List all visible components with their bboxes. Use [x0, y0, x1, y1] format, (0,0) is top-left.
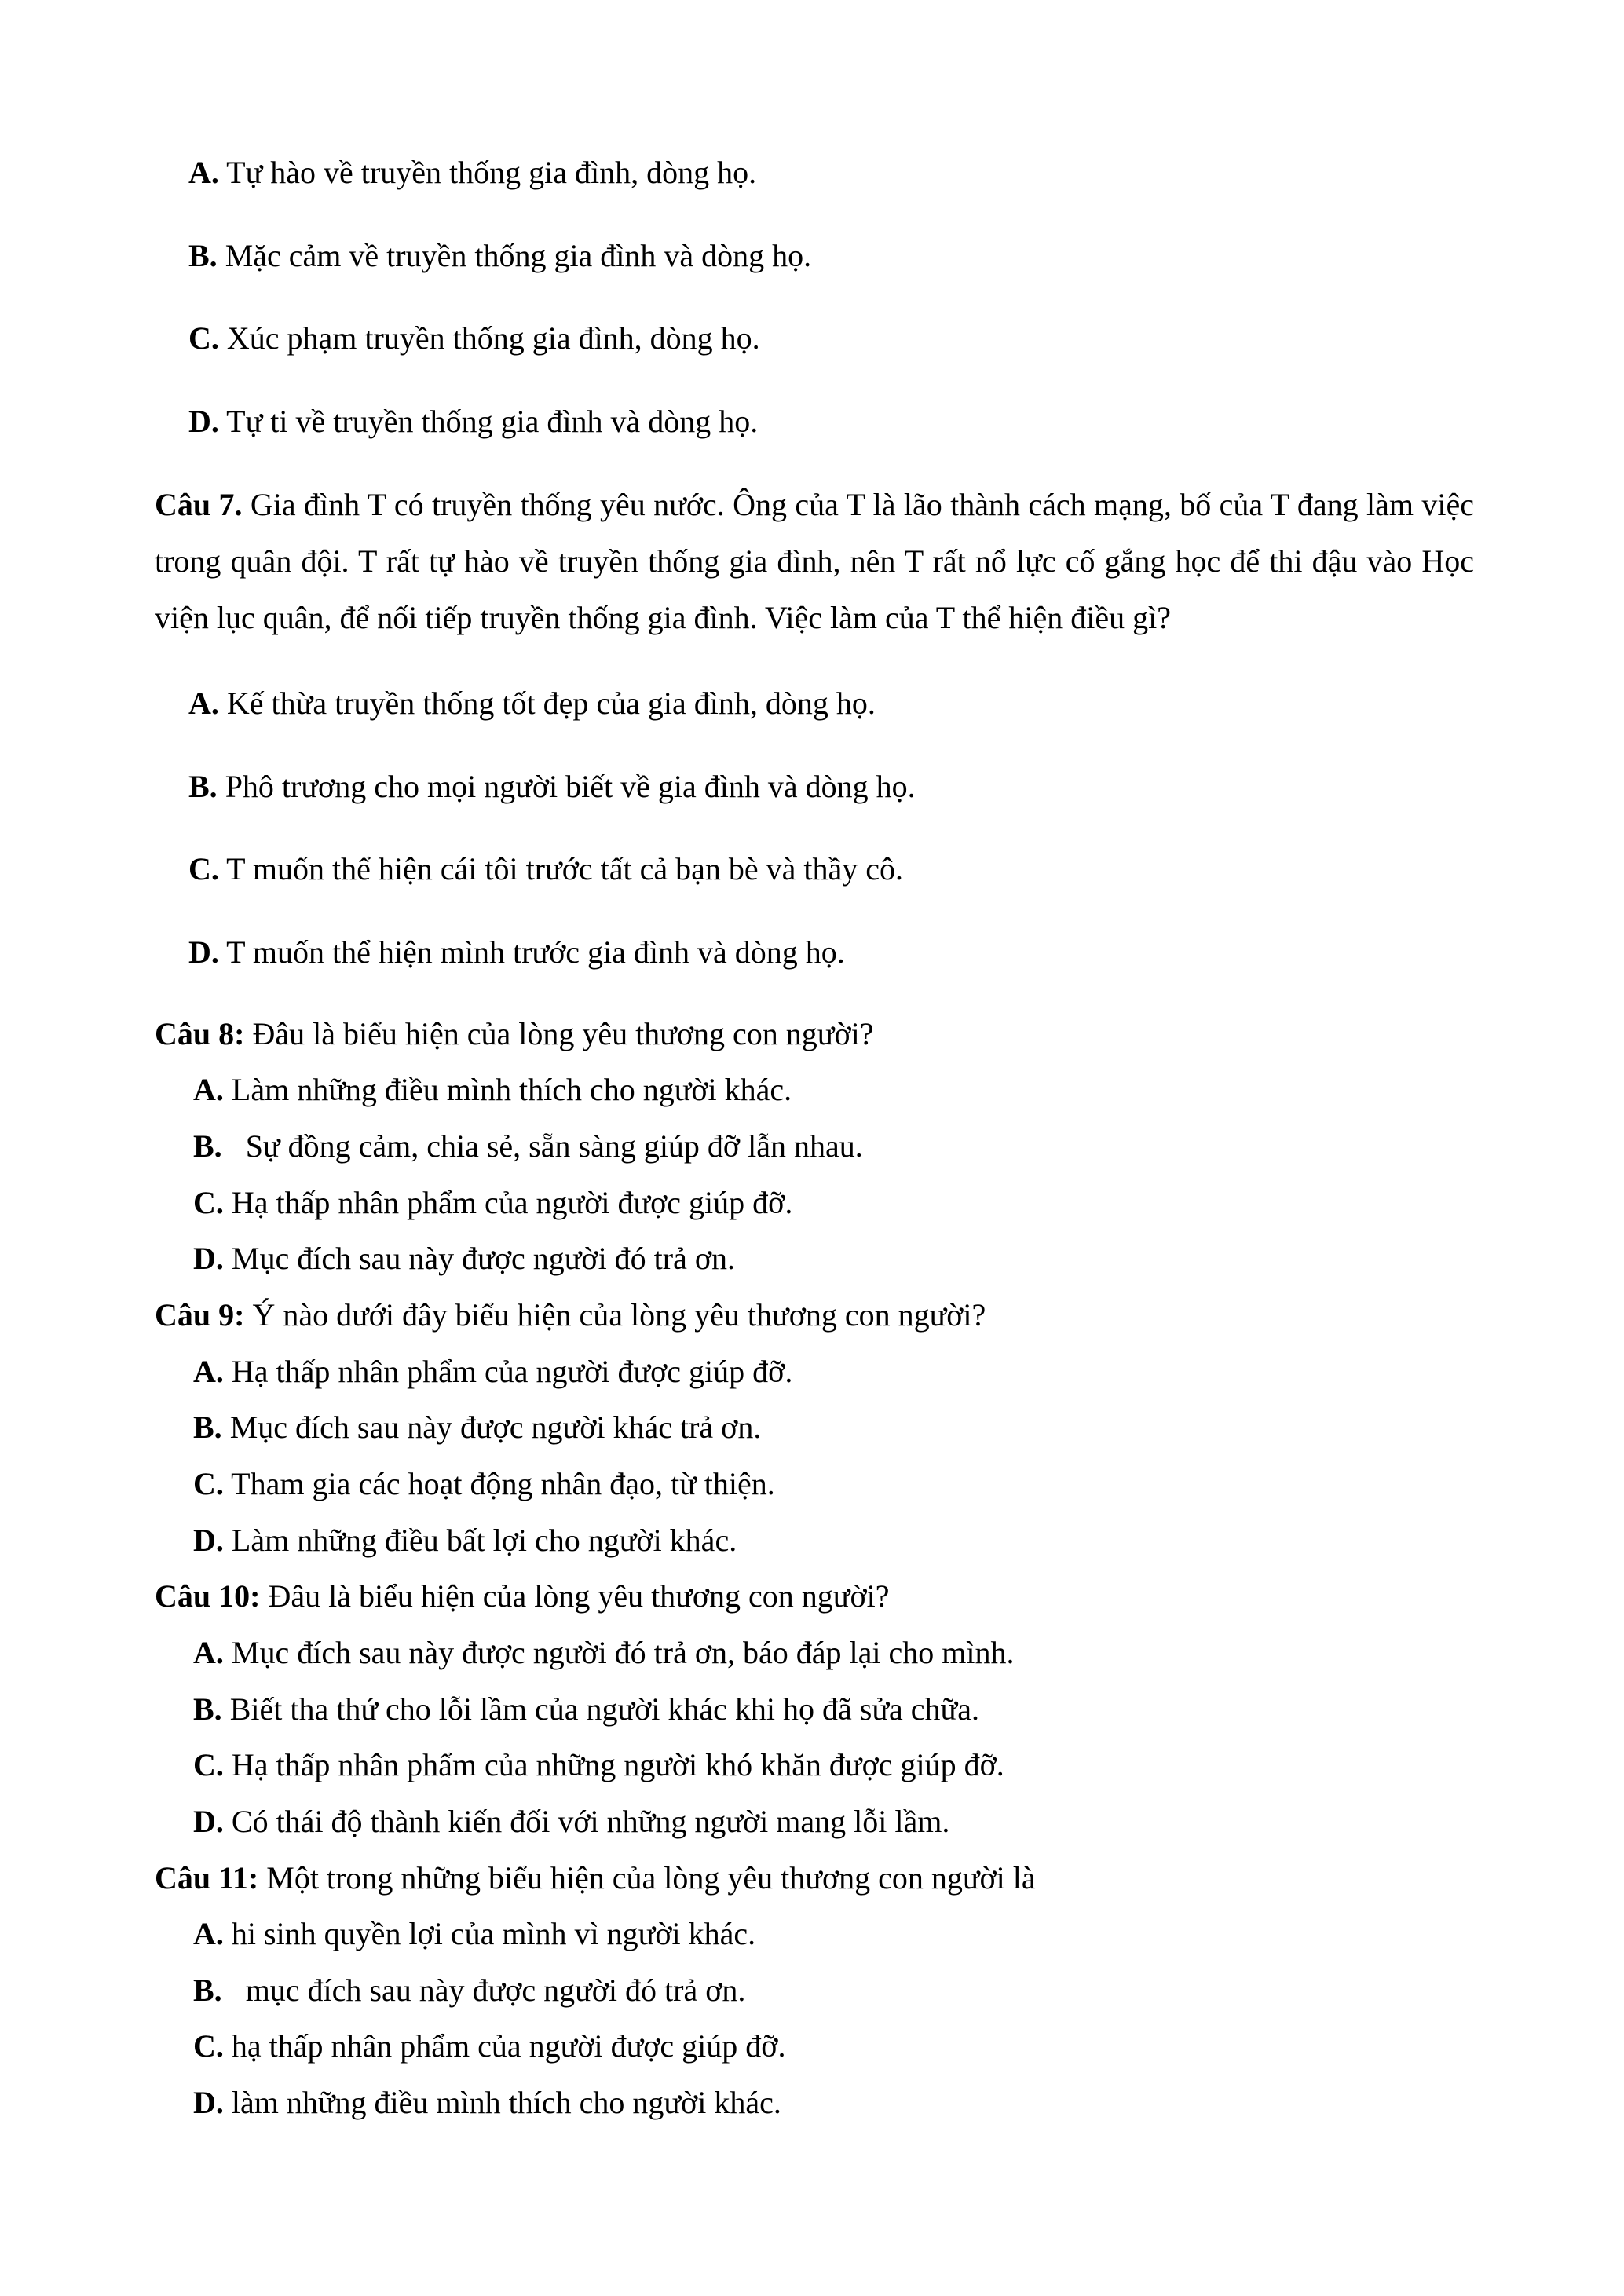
q8-option-c: C. Hạ thấp nhân phẩm của người được giúp đỡ. [193, 1185, 793, 1220]
q6-option-a: A. Tự hào về truyền thống gia đình, dòng họ. [188, 155, 757, 190]
q9-option-d: D. Làm những điều bất lợi cho người khác. [193, 1523, 737, 1558]
q7-question: Câu 7. Gia đình T có truyền thống yêu nước. Ông của T là lão thành cách mạng, bố của T đang làm việc trong quân đội. T rất tự hào về truyền thống gia đình, nên T rất nổ lực cố gắng học để thi đậu vào Học viện lục quân, để nối tiếp truyền thống gia đình. Việc làm của T thể hiện điều gì? [155, 487, 1474, 635]
q7-option-a: A. Kế thừa truyền thống tốt đẹp của gia đình, dòng họ. [188, 686, 876, 721]
q11-question: Câu 11: Một trong những biểu hiện của lòng yêu thương con người là [155, 1860, 1036, 1896]
q10-option-d: D. Có thái độ thành kiến đối với những người mang lỗi lầm. [193, 1804, 950, 1839]
q9-option-b: B. Mục đích sau này được người khác trả ơn. [193, 1409, 762, 1445]
q7-option-c: C. T muốn thể hiện cái tôi trước tất cả bạn bè và thầy cô. [188, 851, 903, 887]
q8-option-b: B. Sự đồng cảm, chia sẻ, sẵn sàng giúp đỡ lẫn nhau. [193, 1128, 863, 1164]
q10-question: Câu 10: Đâu là biểu hiện của lòng yêu thương con người? [155, 1578, 890, 1614]
q6-option-d: D. Tự ti về truyền thống gia đình và dòng họ. [188, 404, 759, 439]
q11-option-b: B. mục đích sau này được người đó trả ơn. [193, 1972, 746, 2008]
q10-option-c: C. Hạ thấp nhân phẩm của những người khó khăn được giúp đỡ. [193, 1747, 1004, 1782]
q8-option-a: A. Làm những điều mình thích cho người khác. [193, 1072, 792, 1107]
q10-option-a: A. Mục đích sau này được người đó trả ơn, báo đáp lại cho mình. [193, 1635, 1015, 1670]
q10-option-b: B. Biết tha thứ cho lỗi lầm của người khác khi họ đã sửa chữa. [193, 1691, 979, 1727]
q8-option-d: D. Mục đích sau này được người đó trả ơn. [193, 1241, 736, 1276]
q6-option-b: B. Mặc cảm về truyền thống gia đình và dòng họ. [188, 238, 812, 273]
q11-option-a: A. hi sinh quyền lợi của mình vì người khác. [193, 1916, 756, 1951]
q6-option-c: C. Xúc phạm truyền thống gia đình, dòng họ. [188, 320, 760, 356]
q7-option-d: D. T muốn thể hiện mình trước gia đình và dòng họ. [188, 934, 845, 970]
q9-question: Câu 9: Ý nào dưới đây biểu hiện của lòng yêu thương con người? [155, 1297, 986, 1333]
q7-option-b: B. Phô trương cho mọi người biết về gia đình và dòng họ. [188, 769, 916, 804]
q9-option-c: C. Tham gia các hoạt động nhân đạo, từ thiện. [193, 1466, 775, 1501]
q11-option-d: D. làm những điều mình thích cho người khác. [193, 2085, 781, 2120]
q9-option-a: A. Hạ thấp nhân phẩm của người được giúp đỡ. [193, 1354, 793, 1389]
q11-option-c: C. hạ thấp nhân phẩm của người được giúp đỡ. [193, 2028, 786, 2064]
q8-question: Câu 8: Đâu là biểu hiện của lòng yêu thương con người? [155, 1016, 874, 1051]
